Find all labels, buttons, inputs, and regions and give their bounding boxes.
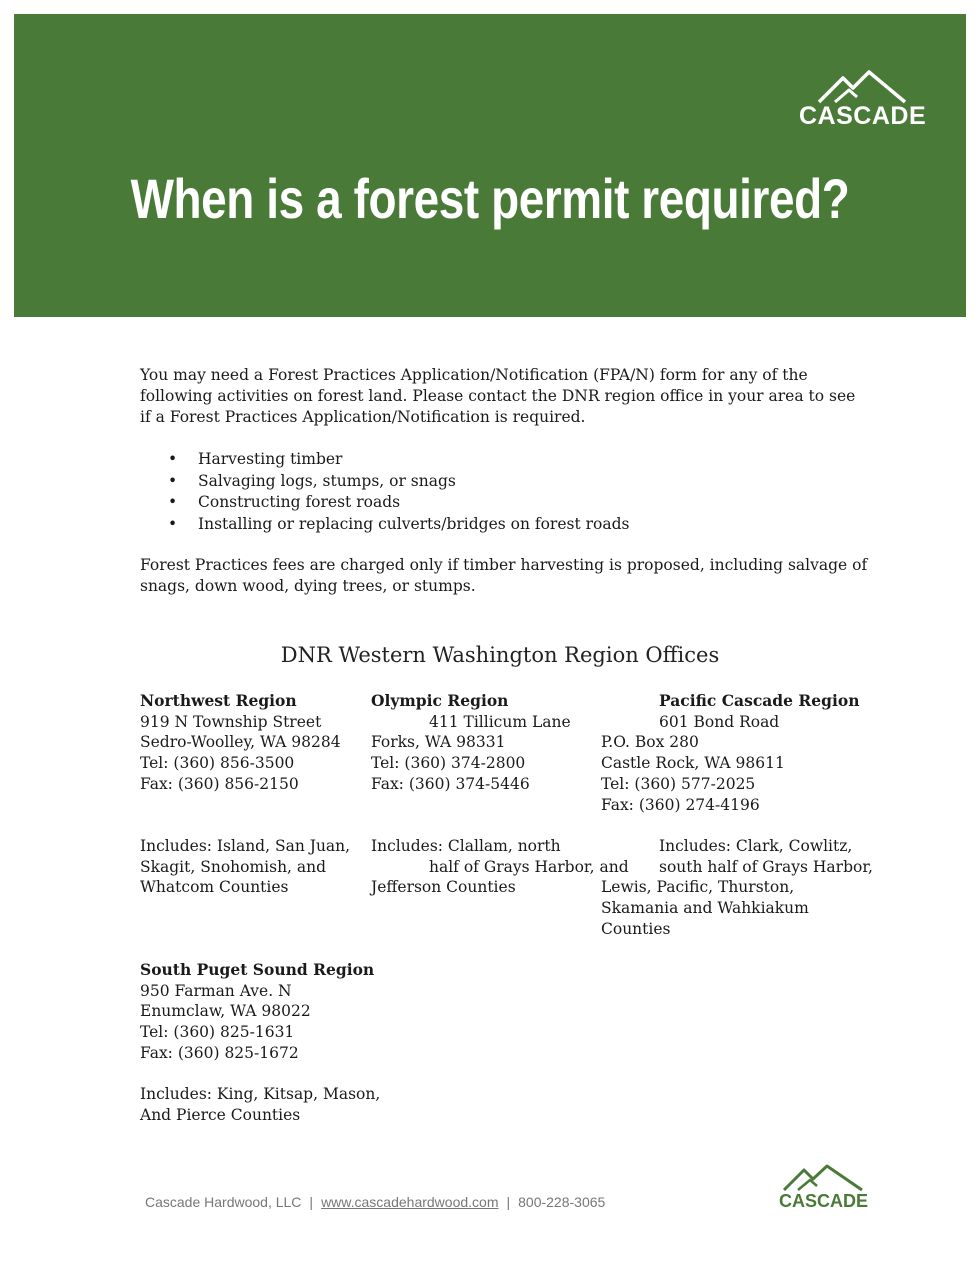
page-title: When is a forest permit required? bbox=[130, 167, 850, 230]
address-line: 950 Farman Ave. N bbox=[140, 981, 292, 1000]
phone-number: 800-228-3065 bbox=[518, 1194, 606, 1210]
region-name: Pacific Cascade Region bbox=[659, 691, 860, 710]
phone-line: Tel: (360) 577-2025 bbox=[601, 774, 756, 793]
offices-heading: DNR Western Washington Region Offices bbox=[280, 643, 720, 667]
address-line: P.O. Box 280 bbox=[601, 733, 699, 752]
olympic-region bbox=[371, 691, 571, 795]
mountain-icon bbox=[782, 1164, 864, 1192]
list-item: • Constructing forest roads bbox=[168, 493, 401, 511]
northwest-region bbox=[140, 691, 341, 795]
header-banner bbox=[14, 14, 966, 317]
address-line: 601 Bond Road bbox=[659, 712, 780, 731]
company-name: Cascade Hardwood, LLC bbox=[145, 1194, 302, 1210]
cascade-logo-footer bbox=[776, 1164, 871, 1214]
logo-text: CASCADE bbox=[778, 1191, 868, 1211]
pacific-cascade-region bbox=[601, 691, 859, 815]
region-name: South Puget Sound Region bbox=[140, 960, 375, 979]
address-line: Castle Rock, WA 98611 bbox=[601, 754, 785, 773]
address-line: Enumclaw, WA 98022 bbox=[140, 1002, 311, 1021]
fax-line: Fax: (360) 856-2150 bbox=[140, 774, 299, 793]
cascade-logo bbox=[799, 70, 927, 140]
south-puget-region bbox=[140, 960, 374, 1064]
phone-line: Tel: (360) 825-1631 bbox=[140, 1023, 295, 1042]
list-item: • Installing or replacing culverts/bridges on forest roads bbox=[168, 514, 630, 533]
fax-line: Fax: (360) 825-1672 bbox=[140, 1043, 299, 1062]
region-name: Northwest Region bbox=[140, 691, 297, 710]
mountain-icon bbox=[817, 70, 907, 104]
list-item: • Harvesting timber bbox=[168, 450, 343, 468]
south-puget-includes: Includes: King, Kitsap, Mason, And Pierce Counties bbox=[140, 1085, 381, 1124]
footer: Cascade Hardwood, LLC | www.cascadehardwood.com | 800-228-3065 bbox=[145, 1194, 606, 1210]
address-line: Sedro-Woolley, WA 98284 bbox=[140, 733, 341, 752]
northwest-includes: Includes: Island, San Juan, Skagit, Snohomish, and Whatcom Counties bbox=[140, 837, 351, 897]
phone-line: Tel: (360) 856-3500 bbox=[140, 754, 295, 773]
activity-list bbox=[140, 449, 840, 535]
list-item: • Salvaging logs, stumps, or snags bbox=[168, 471, 456, 490]
fax-line: Fax: (360) 374-5446 bbox=[371, 774, 530, 793]
phone-line: Tel: (360) 374-2800 bbox=[371, 754, 526, 773]
website-link[interactable]: www.cascadehardwood.com bbox=[321, 1194, 499, 1210]
intro-paragraph: You may need a Forest Practices Application/Notification (FPA/N) form for any of the following activities on forest land. Please contact the DNR region office in your area to see if a Forest Practices Application/Notification is required. bbox=[140, 366, 856, 426]
address-line: 919 N Township Street bbox=[140, 712, 322, 731]
address-line: Forks, WA 98331 bbox=[371, 733, 506, 752]
logo-text: CASCADE bbox=[799, 102, 927, 130]
fax-line: Fax: (360) 274-4196 bbox=[601, 795, 760, 814]
address-line: 411 Tillicum Lane bbox=[429, 712, 571, 731]
pacific-cascade-includes: Includes: Clark, Cowlitz, south half of Grays Harbor, Lewis, Pacific, Thurston, Skamania and Wahkiakum Counties bbox=[601, 837, 873, 938]
fees-paragraph: Forest Practices fees are charged only if timber harvesting is proposed, including salvage of snags, down wood, dying trees, or stumps. bbox=[140, 556, 868, 595]
region-name: Olympic Region bbox=[371, 691, 509, 710]
olympic-includes: Includes: Clallam, north half of Grays Harbor, and Jefferson Counties bbox=[371, 837, 629, 897]
